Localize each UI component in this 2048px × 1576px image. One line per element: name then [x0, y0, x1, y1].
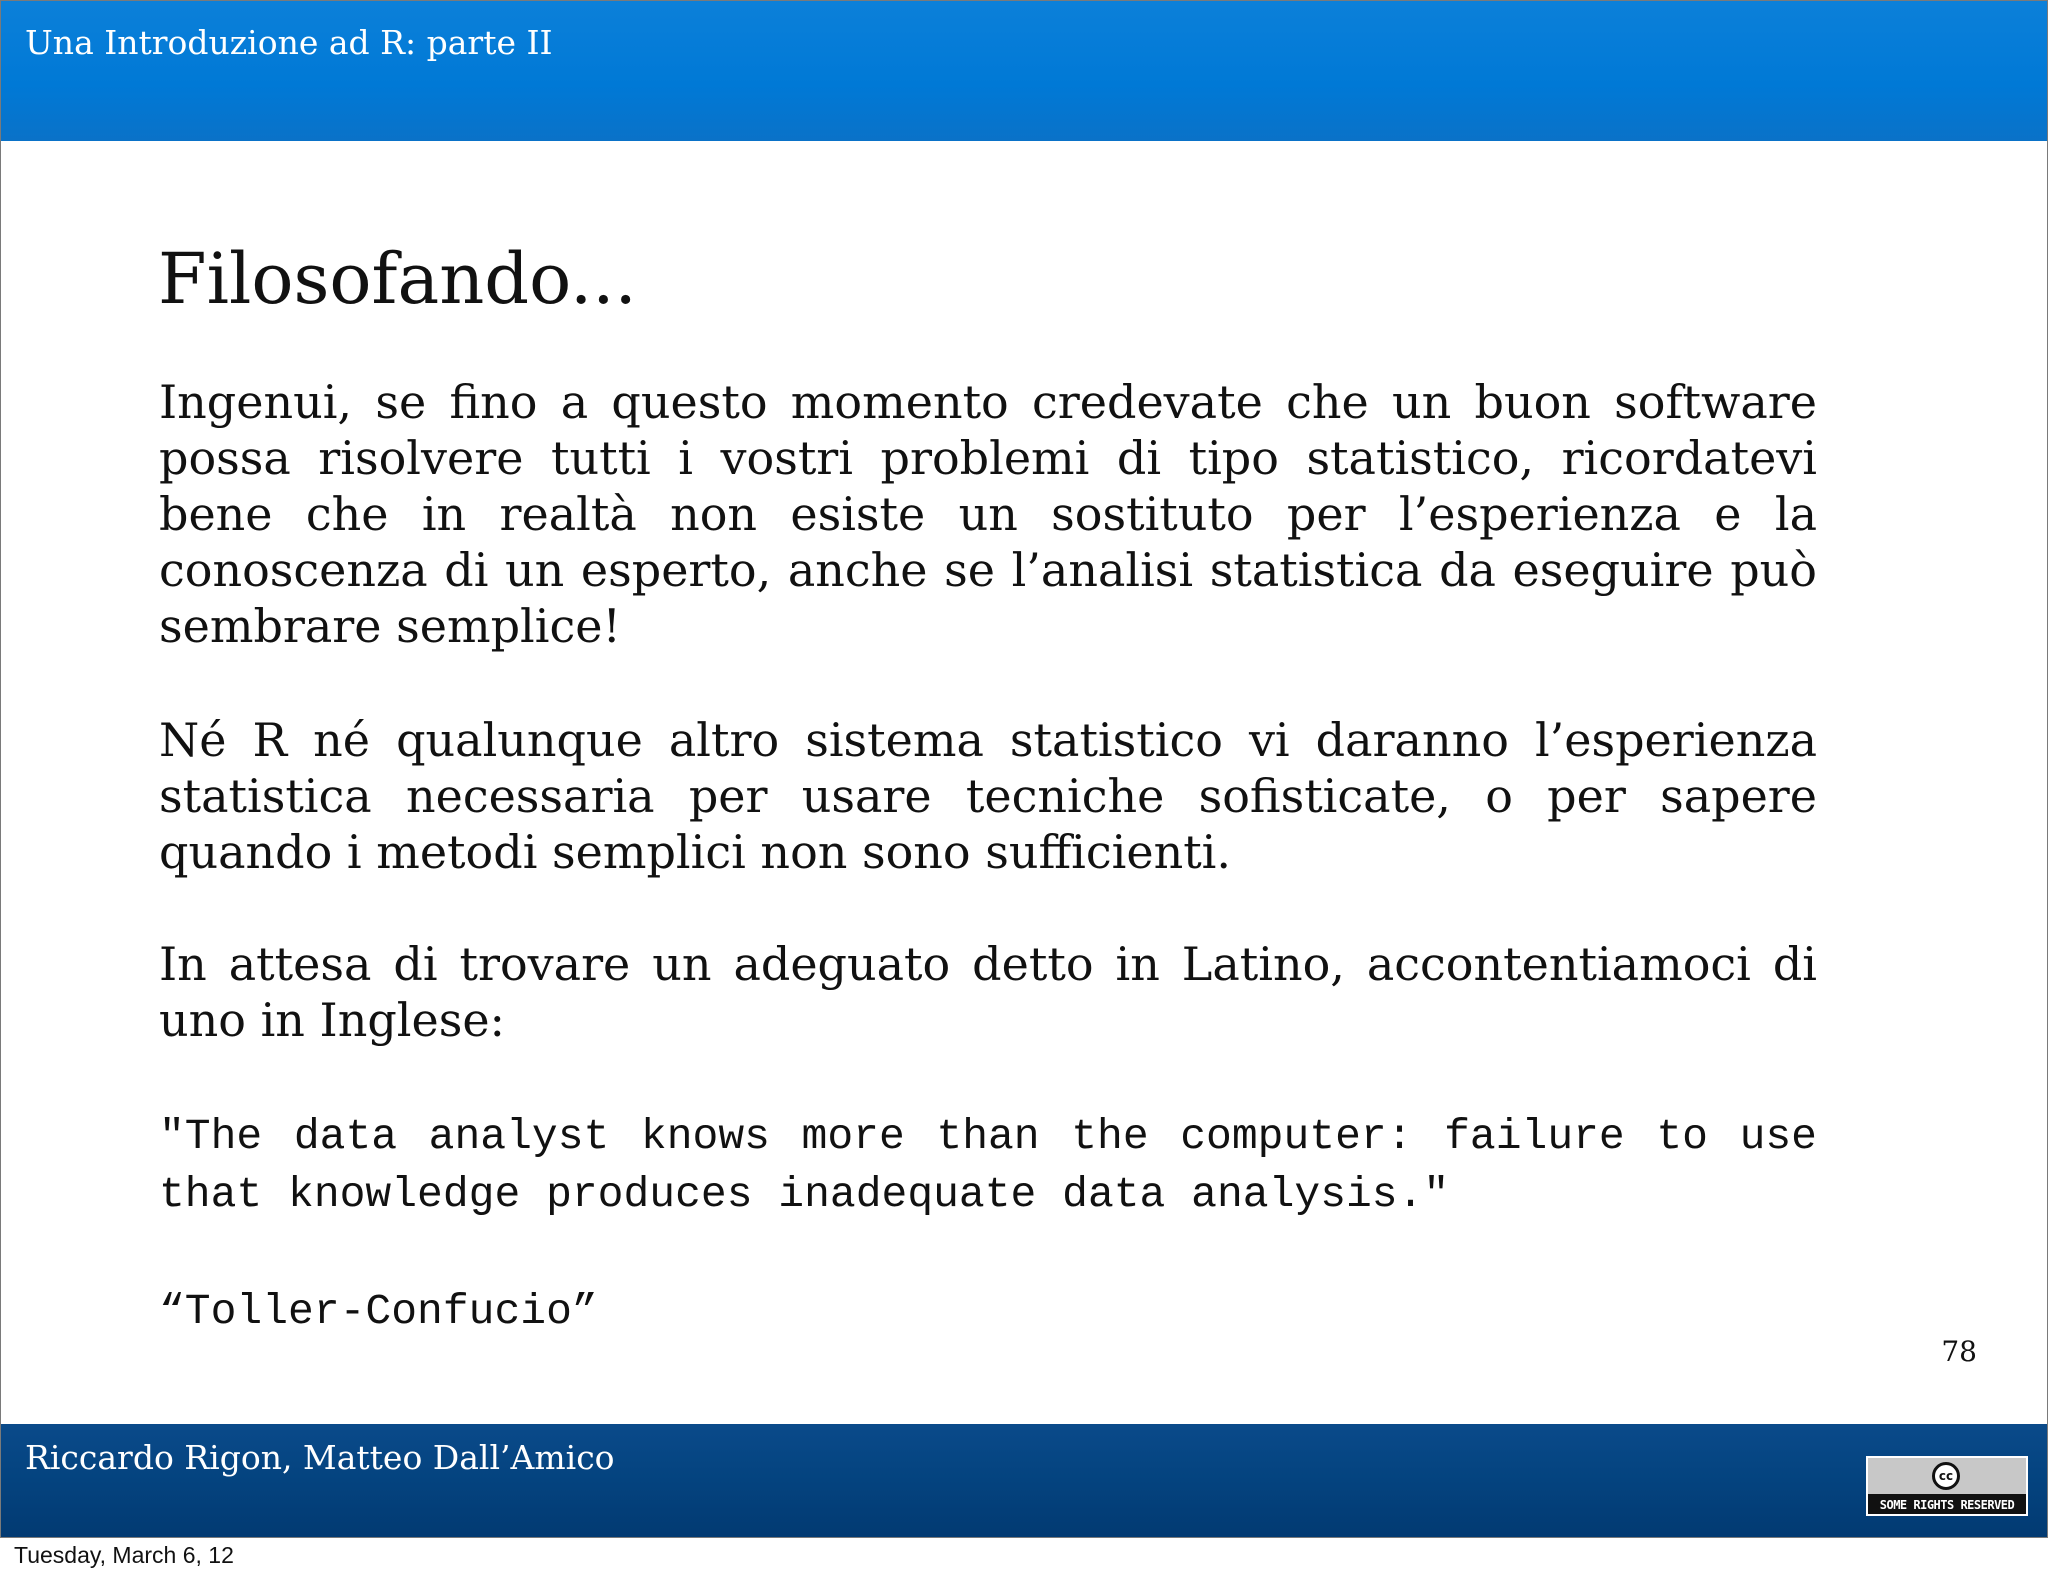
cc-badge-label: SOME RIGHTS RESERVED [1868, 1494, 2026, 1516]
footer-authors: Riccardo Rigon, Matteo Dall’Amico [25, 1438, 615, 1477]
slide-title: Filosofando... [158, 238, 637, 320]
paragraph-1: Ingenui, se fino a questo momento credevate che un buon software possa risolvere tutti i vostri problemi di tipo statistico, ricordatevi bene che in realtà non esiste un sostituto per l’esperienza e la conoscenza di un esperto, anche se l’analisi statistica da eseguire può sembrare semplice! [159, 375, 1817, 653]
paragraph-2: Né R né qualunque altro sistema statistico vi daranno l’esperienza statistica necessaria per usare tecniche sofisticate, o per sapere quando i metodi semplici non sono sufficienti. [159, 713, 1817, 879]
header-bar [1, 1, 2047, 141]
footer-bar [1, 1424, 2047, 1537]
print-date: Tuesday, March 6, 12 [14, 1542, 234, 1568]
creative-commons-icon: cc [1932, 1462, 1960, 1490]
creative-commons-badge[interactable] [1866, 1456, 2028, 1516]
quote-attribution: “Toller-Confucio” [159, 1287, 598, 1336]
page-number: 78 [1941, 1335, 1977, 1368]
presentation-title: Una Introduzione ad R: parte II [25, 23, 553, 62]
paragraph-3: In attesa di trovare un adeguato detto in Latino, accontentiamoci di uno in Inglese: [159, 937, 1817, 1047]
quote: "The data analyst knows more than the computer: failure to use that knowledge produces inadequate data analysis." [159, 1112, 1817, 1219]
